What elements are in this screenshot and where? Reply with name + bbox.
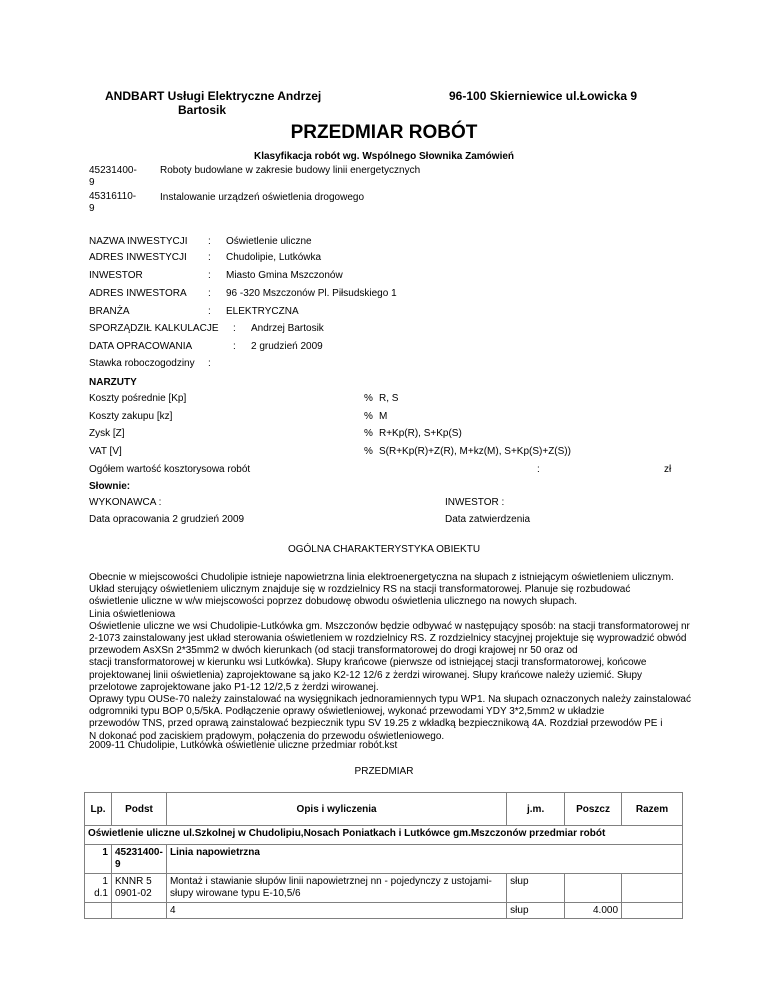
info-sep: : — [208, 288, 211, 299]
overview-heading: OGÓLNA CHARAKTERYSTYKA OBIEKTU — [287, 544, 481, 555]
file-name: 2009-11 Chudolipie, Lutkówka oświetlenie uliczne przedmiar robót.kst — [89, 740, 398, 751]
info-value-investor: Miasto Gmina Mszczonów — [226, 270, 343, 281]
total-value-label: Ogółem wartość kosztorysowa robót — [89, 464, 251, 475]
total-value-currency: zł — [664, 464, 672, 475]
overview-line: przewodów TNS, przed oprawą zainstalować bezpiecznik typu SV 19.25 z wkładką bezpiecznikową 4A. Rozdział przewodów PE i — [89, 718, 663, 730]
info-sep: : — [208, 358, 211, 369]
company-name — [105, 89, 321, 117]
info-label-date: DATA OPRACOWANIA — [89, 341, 193, 352]
overview-line: stacji transformatorowej w kierunku wsi Lutkówka). Słupy krańcowe (pierwsze od istniejącej stacji transformatorowej, końcowe — [89, 657, 647, 669]
group-code — [111, 845, 166, 874]
info-value-prepared-by: Andrzej Bartosik — [251, 323, 324, 334]
surcharge-value-vat: S(R+Kp(R)+Z(R), M+kz(M), S+Kp(S)+Z(S)) — [379, 446, 571, 457]
item-basis-line2: 0901-02 — [114, 888, 152, 899]
item-basis-line1: KNNR 5 — [114, 876, 152, 887]
group-code-line1: 45231400- — [114, 847, 163, 858]
estimate-table — [84, 792, 683, 919]
item-unit: słup — [507, 874, 565, 903]
overview-line: odgromniki typu BOP 0,5/5kA. Podłączenie oprawy oświetleniowej, wykonać przewodami YDY 3*2,5mm2 w układzie — [89, 706, 605, 718]
info-sep: : — [208, 306, 211, 317]
item-lp — [85, 874, 112, 903]
surcharge-pct: % — [364, 446, 373, 457]
info-label-prepared-by: SPORZĄDZIŁ KALKULACJE — [89, 323, 219, 334]
company-name-line2: Bartosik — [178, 103, 227, 117]
cpv-code-2 — [89, 191, 136, 215]
group-lp: 1 — [85, 845, 112, 874]
investor-label: INWESTOR : — [445, 497, 505, 508]
total-value-sep: : — [537, 464, 540, 475]
calc-basis — [111, 903, 166, 919]
table-header-row — [85, 793, 683, 826]
info-label-investment-address: ADRES INWESTYCJI — [89, 252, 187, 263]
cpv-code-1 — [89, 165, 137, 189]
overview-line: projektowanej linii oświetlenia) zaprojektowane są jako K2-12 12/6 z żerdzi wirowanej. Słupy krańcowe należy uziemić. Słupy — [89, 669, 643, 681]
overview-line: Układ sterujący oświetleniem ulicznym znajduje się w rozdzielnicy RS na stacji transformatorowej. Planuje się rozbudować — [89, 584, 631, 596]
cpv-desc-2: Instalowanie urządzeń oświetlenia drogowego — [160, 192, 365, 203]
surcharges-heading: NARZUTY — [89, 377, 137, 388]
info-value-date: 2 grudzień 2009 — [251, 341, 323, 352]
info-label-investor: INWESTOR — [89, 270, 143, 281]
group-name: Linia napowietrzna — [166, 845, 682, 874]
item-total — [622, 874, 683, 903]
table-group-row — [85, 845, 683, 874]
header-total: Razem — [622, 793, 683, 826]
table-section-row — [85, 826, 683, 845]
surcharge-label-profit: Zysk [Z] — [89, 428, 125, 439]
item-description-line1: Montaż i stawianie słupów linii napowietrznej nn - pojedynczy z ustojami- — [169, 876, 492, 887]
info-label-hourly-rate: Stawka roboczogodziny — [89, 358, 195, 369]
cpv-desc-1: Roboty budowlane w zakresie budowy linii energetycznych — [160, 165, 421, 176]
overview-text — [89, 572, 689, 743]
calc-description: 4 — [166, 903, 506, 919]
info-sep: : — [208, 252, 211, 263]
calc-lp — [85, 903, 112, 919]
overview-line: Linia oświetleniowa — [89, 608, 176, 620]
surcharge-value-indirect: R, S — [379, 393, 399, 404]
surcharge-label-vat: VAT [V] — [89, 446, 122, 457]
overview-line: 2-1073 zainstalowany jest układ sterowania oświetleniem w rozdzielnicy RS. Z rozdzielnicy stacyjnej projektuje się wyprowadzić obwód — [89, 633, 687, 645]
item-lp-line1: 1 — [102, 876, 108, 887]
info-value-investment-address: Chudolipie, Lutkówka — [226, 252, 322, 263]
surcharge-pct: % — [364, 393, 373, 404]
overview-line: przewodem AsXSn 2*35mm2 w dwóch kierunkach (od stacji transformatorowej do drogi krajowej nr 50 oraz od — [89, 645, 578, 657]
surcharge-value-purchase: M — [379, 411, 388, 422]
info-value-branch: ELEKTRYCZNA — [226, 306, 299, 317]
overview-line: przelotowe zaprojektowane jako P1-12 12/2,5 z żerdzi wirowanej. — [89, 681, 379, 693]
item-single — [565, 874, 622, 903]
item-basis — [111, 874, 166, 903]
page-title: PRZEDMIAR ROBÓT — [290, 122, 478, 143]
table-calc-row — [85, 903, 683, 919]
date-approved: Data zatwierdzenia — [445, 514, 531, 525]
przedmiar-heading: PRZEDMIAR — [354, 766, 414, 777]
header-single: Poszcz — [565, 793, 622, 826]
in-words-label: Słownie: — [89, 481, 131, 492]
item-description-line2: słupy wirowane typu E-10,5/6 — [169, 888, 301, 899]
table-row — [85, 874, 683, 903]
company-address: 96-100 Skierniewice ul.Łowicka 9 — [449, 89, 638, 103]
contractor-label: WYKONAWCA : — [89, 497, 162, 508]
header-unit: j.m. — [507, 793, 565, 826]
group-code-line2: 9 — [114, 859, 121, 870]
header-lp: Lp. — [85, 793, 112, 826]
info-sep: : — [208, 236, 211, 247]
info-sep: : — [233, 323, 236, 334]
info-label-branch: BRANŻA — [89, 306, 130, 317]
overview-line: N dokonać pod zaciskiem prądowym, połączenia do przewodu oświetleniowego. — [89, 730, 445, 742]
calc-total — [622, 903, 683, 919]
surcharge-label-purchase: Koszty zakupu [kz] — [89, 411, 173, 422]
calc-value: 4.000 — [565, 903, 622, 919]
surcharge-value-profit: R+Kp(R), S+Kp(S) — [379, 428, 462, 439]
company-name-line1: ANDBART Usługi Elektryczne Andrzej — [105, 89, 322, 103]
surcharge-label-indirect: Koszty pośrednie [Kp] — [89, 393, 187, 404]
info-value-investor-address: 96 -320 Mszczonów Pl. Piłsudskiego 1 — [226, 288, 397, 299]
section-title: Oświetlenie uliczne ul.Szkolnej w Chudolipiu,Nosach Poniatkach i Lutkówce gm.Mszczonów przedmiar robót — [85, 826, 683, 845]
classification-heading: Klasyfikacja robót wg. Wspólnego Słownika Zamówień — [253, 151, 515, 162]
info-label-investment-name: NAZWA INWESTYCJI — [89, 236, 188, 247]
header-podst: Podst — [111, 793, 166, 826]
cpv-code-1-line1: 45231400- — [89, 165, 137, 176]
surcharge-pct: % — [364, 428, 373, 439]
date-prepared: Data opracowania 2 grudzień 2009 — [89, 514, 245, 525]
item-description — [166, 874, 506, 903]
cpv-code-2-line1: 45316110- — [89, 191, 137, 202]
calc-unit: słup — [507, 903, 565, 919]
overview-line: Oświetlenie uliczne we wsi Chudolipie-Lutkówka gm. Mszczonów będzie odbywać w następujący sposób: na stacji transformatorowej nr — [89, 620, 690, 632]
item-lp-line2: d.1 — [94, 888, 108, 899]
info-sep: : — [208, 270, 211, 281]
cpv-code-2-line2: 9 — [89, 203, 95, 215]
info-value-investment-name: Oświetlenie uliczne — [226, 236, 312, 247]
overview-line: Oprawy typu OUSe-70 należy zainstalować na wysięgnikach jednoramiennych typu WP1. Na słupach oznaczonych należy zainstalować — [89, 694, 691, 706]
overview-line: Obecnie w miejscowości Chudolipie istnieje napowietrzna linia elektroenergetyczna na słupach z istniejącym oświetleniem ulicznym. — [89, 572, 674, 583]
overview-line: oświetlenie uliczne w w/w miejscowości poprzez dobudowę obwodu oświetlenia ulicznego na nowych słupach. — [89, 596, 578, 608]
info-label-investor-address: ADRES INWESTORA — [89, 288, 187, 299]
info-sep: : — [233, 341, 236, 352]
surcharge-pct: % — [364, 411, 373, 422]
header-description: Opis i wyliczenia — [166, 793, 506, 826]
cpv-code-1-line2: 9 — [89, 177, 95, 189]
